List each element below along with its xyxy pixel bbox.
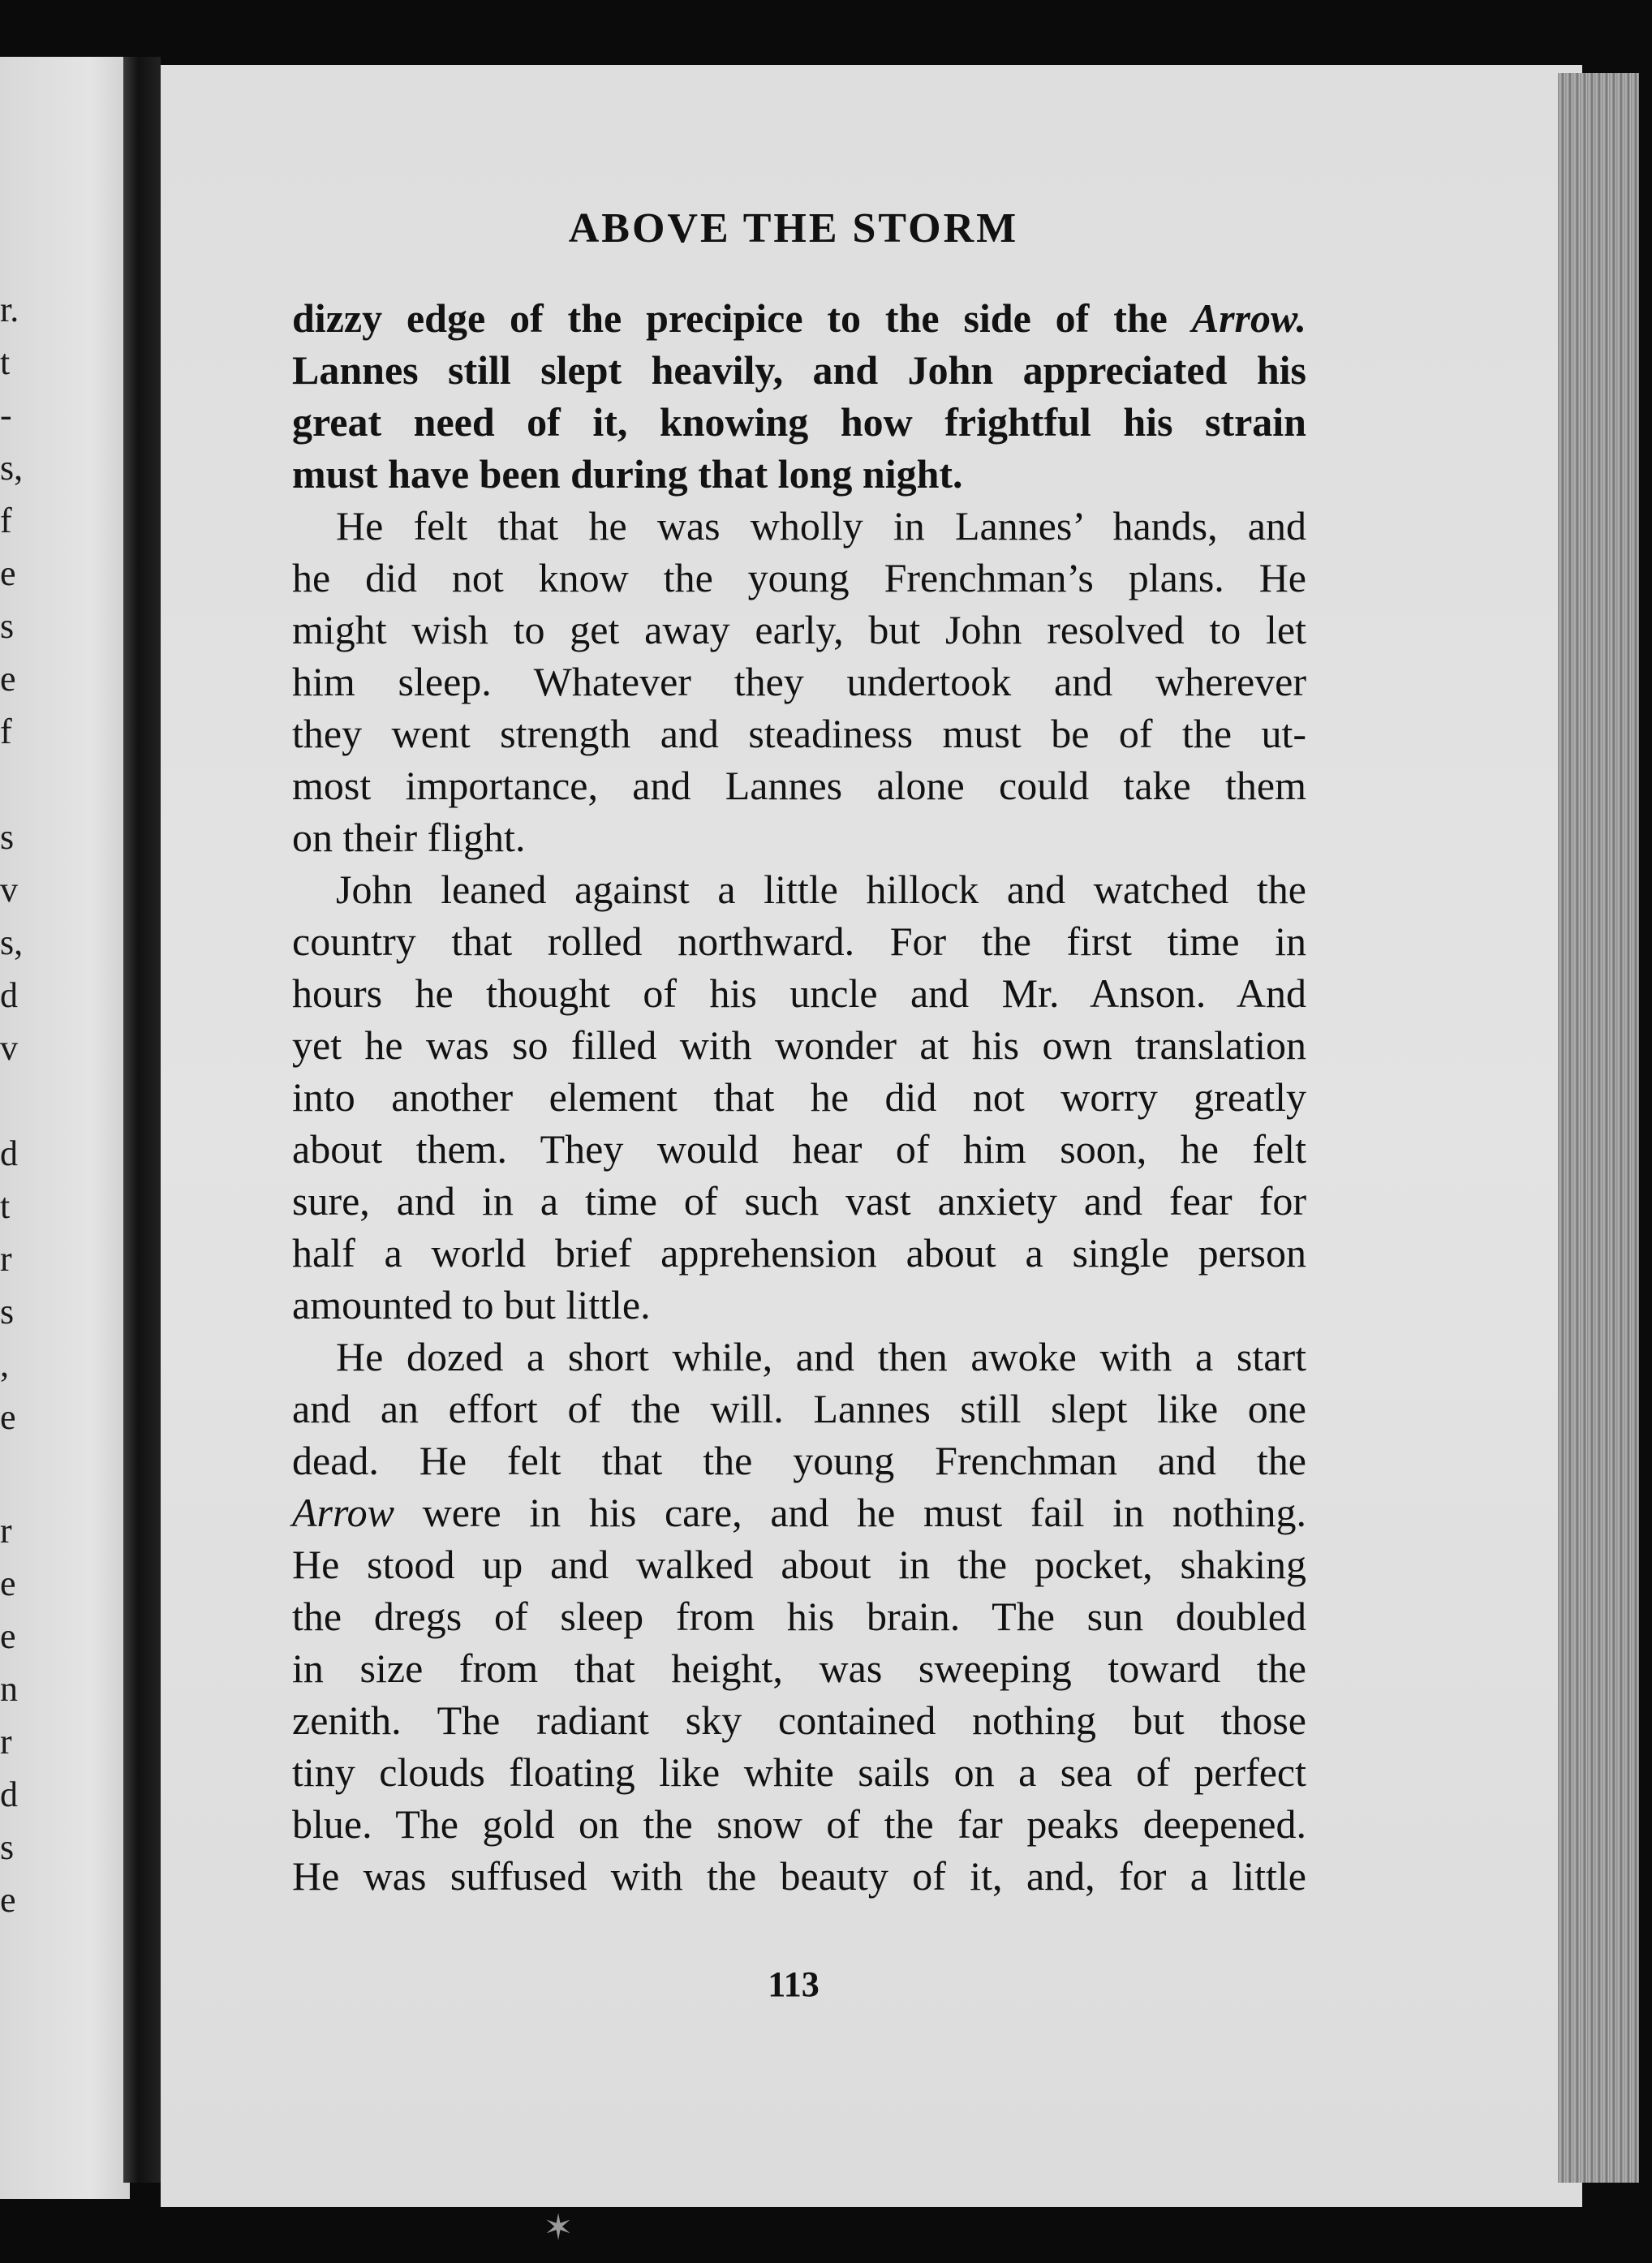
text-line <box>292 552 1306 604</box>
text-run: He dozed a short while, and then awoke with a start <box>336 1334 1306 1379</box>
text-run: and an effort of the will. Lannes still slept like one <box>292 1386 1306 1431</box>
text-run: into another element that he did not worry greatly <box>292 1074 1306 1120</box>
text-line <box>292 759 1306 811</box>
text-line <box>292 1486 1306 1538</box>
margin-letter: , <box>0 1344 9 1384</box>
margin-letter: r <box>0 1511 12 1551</box>
text-run: hours he thought of his uncle and Mr. Anson. And <box>292 970 1306 1016</box>
text-line <box>292 1590 1306 1642</box>
margin-letter: v <box>0 1028 18 1068</box>
text-run: they went strength and steadiness must be of the ut- <box>292 711 1306 756</box>
text-line <box>292 1435 1306 1486</box>
body-text <box>292 292 1306 1902</box>
margin-letter: s <box>0 1292 15 1332</box>
text-line <box>292 1227 1306 1279</box>
text-line <box>292 396 1306 448</box>
text-line <box>292 448 1306 500</box>
text-line <box>292 344 1306 396</box>
text-run: on their flight. <box>292 815 526 860</box>
text-run: He stood up and walked about in the pocket, shaking <box>292 1542 1306 1587</box>
text-run: great need of it, knowing how frightful his strain <box>292 399 1306 445</box>
margin-letter: e <box>0 1616 16 1656</box>
text-line <box>292 1331 1306 1383</box>
text-line <box>292 500 1306 552</box>
page-edges <box>1558 73 1639 2183</box>
text-line <box>292 915 1306 967</box>
page-number: 113 <box>768 1964 820 2004</box>
text-run: zenith. The radiant sky contained nothing but those <box>292 1697 1306 1743</box>
margin-letter: f <box>0 501 12 540</box>
margin-letter: d <box>0 975 18 1015</box>
margin-letter: s <box>0 606 15 646</box>
text-line <box>292 1538 1306 1590</box>
margin-letter: r. <box>0 290 19 329</box>
text-line <box>292 967 1306 1019</box>
text-line <box>292 1383 1306 1435</box>
text-run: tiny clouds floating like white sails on a sea of perfect <box>292 1749 1306 1795</box>
text-run: yet he was so filled with wonder at his own translation <box>292 1022 1306 1068</box>
margin-letter: - <box>0 395 12 435</box>
margin-letter: n <box>0 1669 18 1709</box>
text-run: blue. The gold on the snow of the far peaks deepened. <box>292 1801 1306 1847</box>
text-run: amounted to but little. <box>292 1282 651 1327</box>
text-line <box>292 1642 1306 1694</box>
text-line <box>292 1694 1306 1746</box>
text-line <box>292 863 1306 915</box>
star-mark-icon: ✶ <box>543 2208 574 2248</box>
text-line <box>292 1019 1306 1071</box>
text-line <box>292 656 1306 708</box>
text-run: must have been during that long night. <box>292 451 963 497</box>
margin-letter: t <box>0 342 11 382</box>
text-run: half a world brief apprehension about a single person <box>292 1230 1306 1276</box>
margin-letter: s <box>0 817 15 857</box>
text-run: country that rolled northward. For the first time in <box>292 919 1306 964</box>
margin-letter: f <box>0 712 12 751</box>
text-line <box>292 292 1306 344</box>
text-run: Lannes still slept heavily, and John appreciated his <box>292 347 1306 393</box>
text-line <box>292 1175 1306 1227</box>
text-line <box>292 1746 1306 1798</box>
text-line <box>292 1123 1306 1175</box>
text-run: were in his care, and he must fail in nothing. <box>394 1490 1306 1535</box>
margin-letter: e <box>0 1397 16 1437</box>
margin-letter: r <box>0 1239 12 1279</box>
text-run: in size from that height, was sweeping toward the <box>292 1646 1306 1691</box>
margin-letter: e <box>0 1564 16 1603</box>
text-run: him sleep. Whatever they undertook and wherever <box>292 659 1306 704</box>
text-run: might wish to get away early, but John resolved to let <box>292 607 1306 652</box>
margin-letter: s, <box>0 448 24 488</box>
text-line <box>292 708 1306 759</box>
text-run: most importance, and Lannes alone could take them <box>292 763 1306 808</box>
margin-letter: e <box>0 553 16 593</box>
margin-letter: t <box>0 1186 11 1226</box>
book-gutter <box>123 57 161 2183</box>
margin-letter: d <box>0 1775 18 1814</box>
italic-title-run: Arrow <box>292 1490 394 1535</box>
text-line <box>292 811 1306 863</box>
margin-letter: r <box>0 1722 12 1762</box>
margin-letter: s, <box>0 923 24 962</box>
text-line <box>292 604 1306 656</box>
margin-letter: e <box>0 1880 16 1920</box>
italic-title-run: Arrow. <box>1191 295 1306 341</box>
text-run: John leaned against a little hillock and watched the <box>336 867 1306 912</box>
text-run: dead. He felt that the young Frenchman and the <box>292 1438 1306 1483</box>
text-run: He was suffused with the beauty of it, and, for a little <box>292 1853 1306 1899</box>
text-run: about them. They would hear of him soon, he felt <box>292 1126 1306 1172</box>
margin-letter: v <box>0 870 18 910</box>
text-line <box>292 1850 1306 1902</box>
margin-letter: d <box>0 1134 18 1173</box>
text-line <box>292 1071 1306 1123</box>
text-run: He felt that he was wholly in Lannes’ hands, and <box>336 503 1306 549</box>
text-line <box>292 1798 1306 1850</box>
text-run: dizzy edge of the precipice to the side of the <box>292 295 1192 341</box>
margin-letter: s <box>0 1827 15 1867</box>
text-run: sure, and in a time of such vast anxiety and fear for <box>292 1178 1306 1224</box>
text-run: he did not know the young Frenchman’s plans. He <box>292 555 1306 600</box>
running-head: ABOVE THE STORM <box>568 205 1019 252</box>
text-line <box>292 1279 1306 1331</box>
text-run: the dregs of sleep from his brain. The sun doubled <box>292 1594 1306 1639</box>
margin-letter: e <box>0 659 16 699</box>
